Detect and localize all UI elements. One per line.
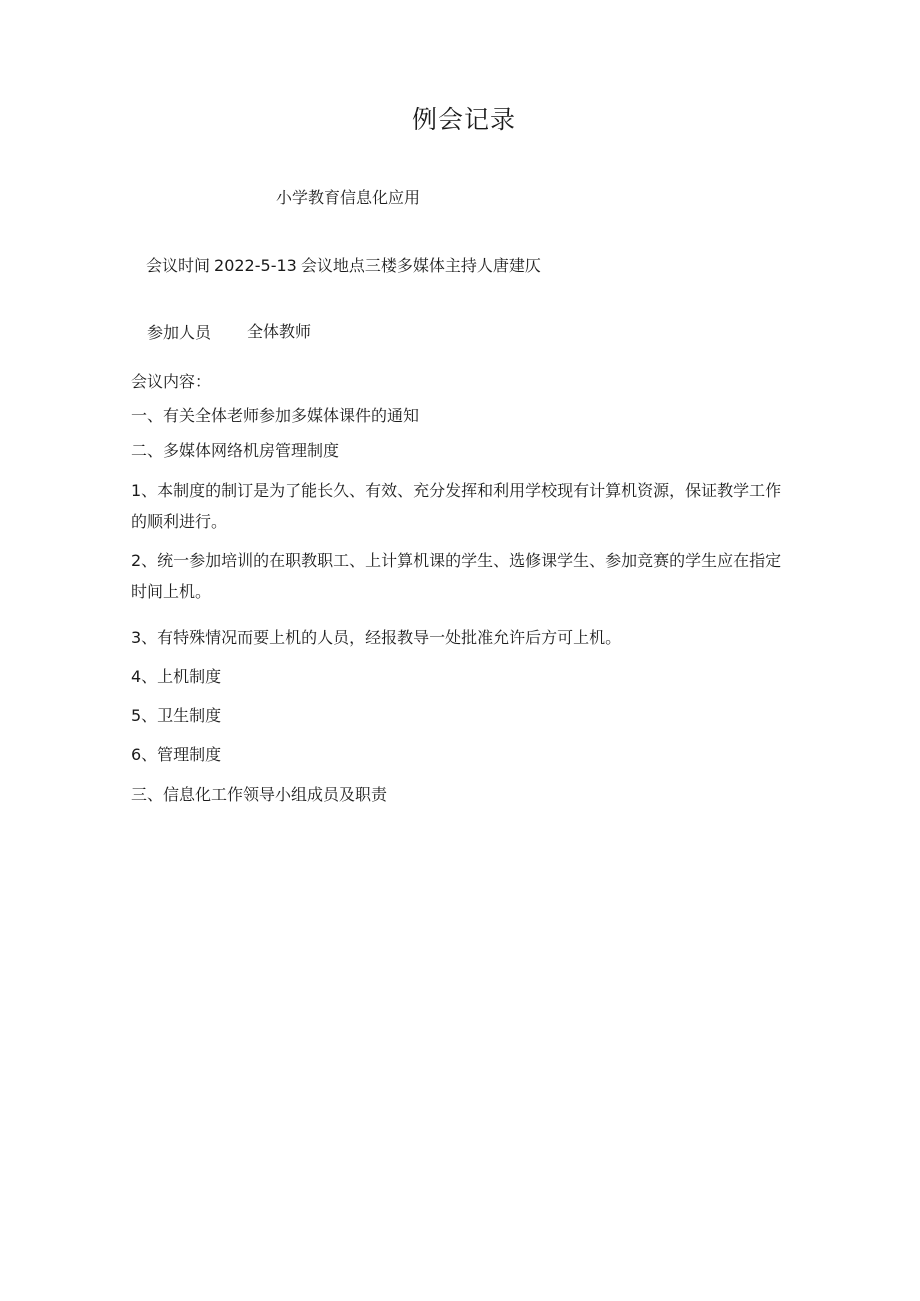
meeting-host-value: 唐建仄: [492, 256, 541, 275]
section-heading: 一、有关全体老师参加多媒体课件的通知: [131, 406, 420, 425]
document-subtitle: 小学教育信息化应用: [276, 188, 421, 207]
section-heading: 三、信息化工作领导小组成员及职责: [131, 785, 388, 804]
meeting-time-value: 2022-5-13: [214, 256, 297, 275]
meeting-time-label: 会议时间: [146, 256, 211, 275]
content-heading: 会议内容：: [131, 372, 212, 391]
meeting-place-label: 会议地点: [300, 256, 365, 275]
meeting-place-value: 三楼多媒体: [364, 256, 445, 275]
document-title: 例会记录: [411, 105, 516, 134]
rule-paragraph: 4、上机制度: [131, 667, 222, 686]
rule-paragraph: 6、管理制度: [131, 745, 222, 764]
rule-paragraph: 5、卫生制度: [131, 706, 222, 725]
attendees-label: 参加人员: [147, 323, 212, 342]
meeting-host-label: 主持人: [444, 256, 493, 275]
section-heading: 二、多媒体网络机房管理制度: [131, 441, 340, 460]
rule-paragraph: 3、有特殊情况而要上机的人员，经报教导一处批准允许后方可上机。: [131, 628, 622, 647]
attendees-value: 全体教师: [247, 322, 312, 341]
meeting-meta-line: [146, 253, 541, 276]
rule-paragraph: 1、本制度的制订是为了能长久、有效、充分发挥和利用学校现有计算机资源，保证教学工作的顺利进行。: [131, 481, 782, 531]
rule-paragraph: 2、统一参加培训的在职教职工、上计算机课的学生、选修课学生、参加竞赛的学生应在指定时间上机。: [131, 551, 782, 601]
